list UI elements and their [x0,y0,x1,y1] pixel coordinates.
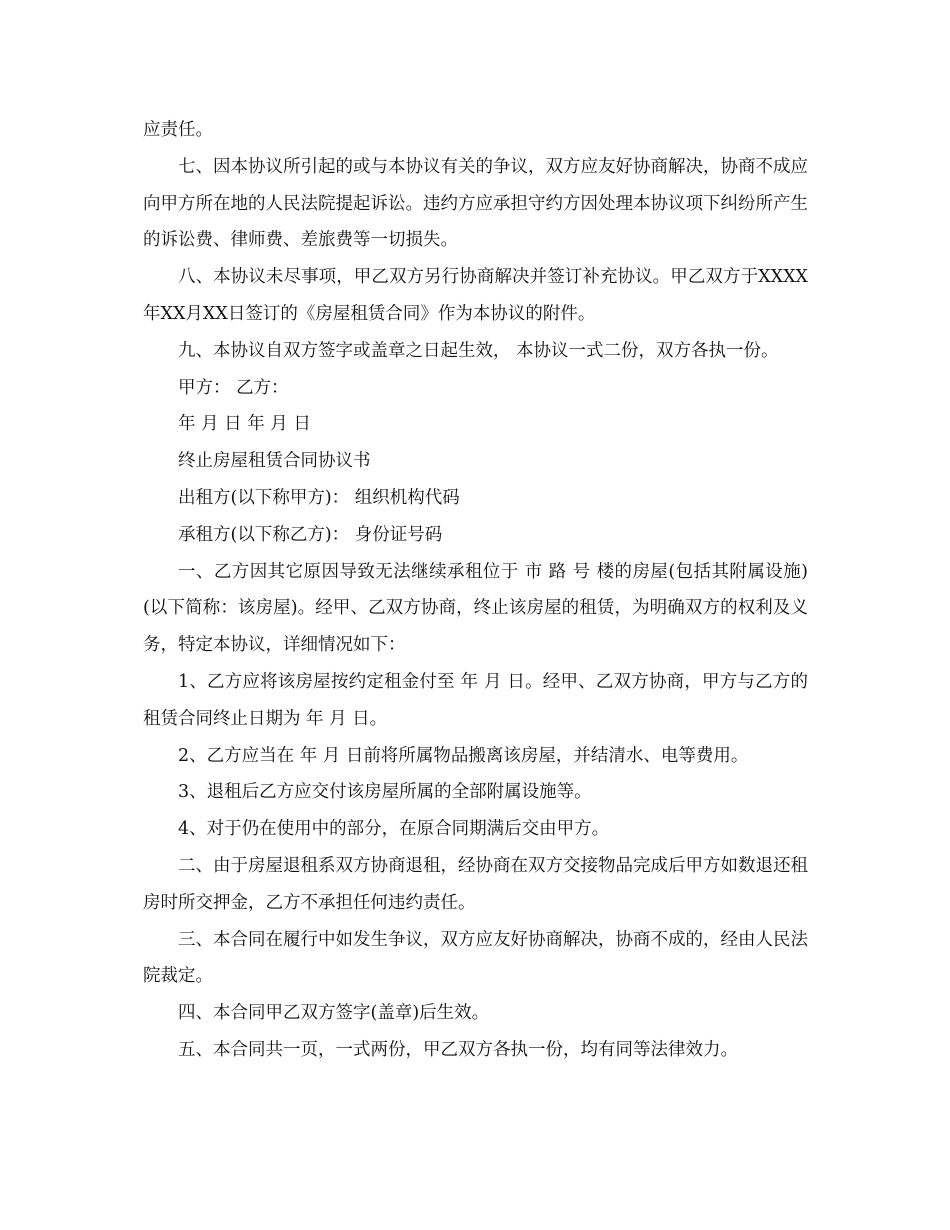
paragraph-article-5: 五、本合同共一页，一式两份，甲乙双方各执一份，均有同等法律效力。 [178,1039,738,1060]
document-body [143,112,808,1069]
signature-dates: 年 月 日 年 月 日 [178,414,311,435]
signature-parties: 甲方： 乙方： [178,377,289,398]
paragraph-clause-9: 九、本协议自双方签字或盖章之日起生效， 本协议一式二份，双方各执一份。 [178,340,779,361]
paragraph-article-1: 一、乙方因其它原因导致无法继续承租位于 市 路 号 楼的房屋(包括其附属设施)(以下简称：该房屋)。经甲、乙双方协商，终止该房屋的租赁，为明确双方的权利及义务，特定本协议，详细情况如下： [143,561,808,656]
paragraph-item-2: 2、乙方应当在 年 月 日前将所属物品搬离该房屋，并结清水、电等费用。 [178,745,749,766]
paragraph-article-4: 四、本合同甲乙双方签字(盖章)后生效。 [178,1003,490,1024]
paragraph-item-4: 4、对于仍在使用中的部分，在原合同期满后交由甲方。 [178,819,610,840]
paragraph-clause-7: 七、因本协议所引起的或与本协议有关的争议，双方应友好协商解决，协商不成应向甲方所在地的人民法院提起诉讼。违约方应承担守约方因处理本协议项下纠纷所产生的诉讼费、律师费、差旅费等一切损失。 [143,156,808,251]
paragraph-article-3: 三、本合同在履行中如发生争议，双方应友好协商解决，协商不成的，经由人民法院裁定。 [143,929,808,987]
lessee-line: 承租方(以下称乙方)： 身份证号码 [178,524,443,545]
paragraph-article-2: 二、由于房屋退租系双方协商退租，经协商在双方交接物品完成后甲方如数退还租房时所交押金，乙方不承担任何违约责任。 [143,855,808,913]
paragraph-item-3: 3、退租后乙方应交付该房屋所属的全部附属设施等。 [178,782,592,803]
paragraph-item-1: 1、乙方应将该房屋按约定租金付至 年 月 日。经甲、乙双方协商，甲方与乙方的租赁合同终止日期为 年 月 日。 [143,671,808,729]
document-title: 终止房屋租赁合同协议书 [178,451,371,472]
paragraph-continuation: 应责任。 [143,120,213,140]
paragraph-clause-8: 八、本协议未尽事项，甲乙双方另行协商解决并签订补充协议。甲乙双方于XXXX年XX月XX日签订的《房屋租赁合同》作为本协议的附件。 [143,267,808,324]
lessor-line: 出租方(以下称甲方)： 组织机构代码 [178,487,460,508]
